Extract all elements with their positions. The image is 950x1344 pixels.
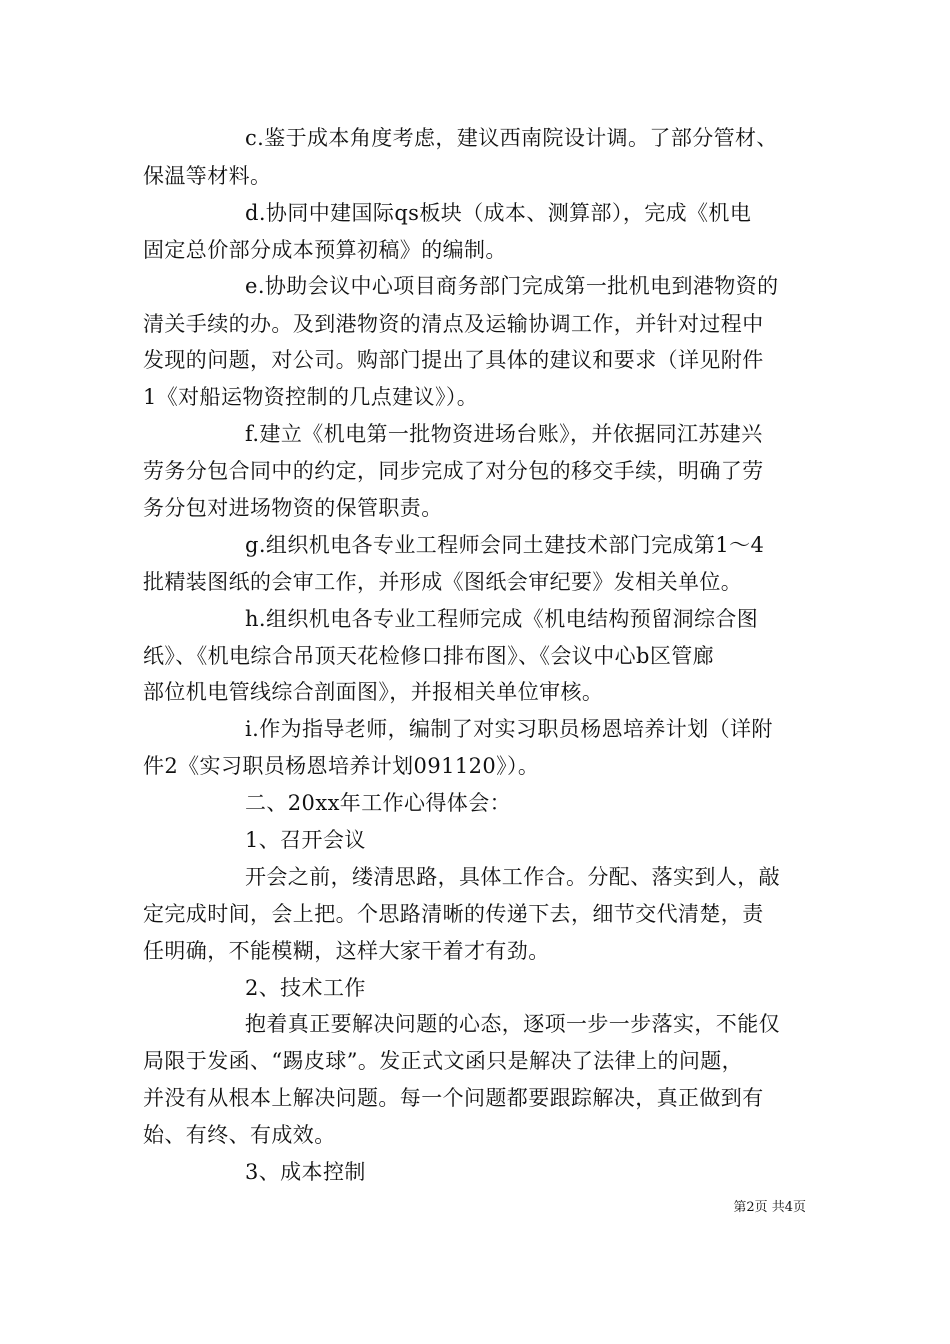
paragraph-c-line-1: c.鉴于成本角度考虑，建议西南院设计调。了部分管材、 xyxy=(245,126,778,150)
subheading-cost-control: 3、成本控制 xyxy=(245,1160,366,1184)
paragraph-e-line-2: 清关手续的办。及到港物资的清点及运输协调工作，并针对过程中 xyxy=(143,312,764,336)
paragraph-i-line-1: i.作为指导老师，编制了对实习职员杨恩培养计划（详附 xyxy=(245,717,773,741)
subheading-meeting: 1、召开会议 xyxy=(245,828,366,852)
paragraph-e-line-3: 发现的问题，对公司。购部门提出了具体的建议和要求（详见附件 xyxy=(143,348,764,372)
technical-line-1: 抱着真正要解决问题的心态，逐项一步一步落实，不能仅 xyxy=(245,1012,780,1036)
meeting-line-2: 定完成时间，会上把。个思路清晰的传递下去，细节交代清楚，责 xyxy=(143,902,764,926)
paragraph-g-line-2: 批精装图纸的会审工作，并形成《图纸会审纪要》发相关单位。 xyxy=(143,570,743,594)
paragraph-f-line-2: 劳务分包合同中的约定，同步完成了对分包的移交手续，明确了劳 xyxy=(143,459,764,483)
paragraph-d-line-1: d.协同中建国际qs板块（成本、测算部），完成《机电 xyxy=(245,201,752,225)
paragraph-c-line-2: 保温等材料。 xyxy=(143,164,272,188)
paragraph-d-line-2: 固定总价部分成本预算初稿》的编制。 xyxy=(143,238,507,262)
page-number-footer: 第2页 共4页 xyxy=(733,1200,806,1215)
subheading-technical: 2、技术工作 xyxy=(245,976,366,1000)
paragraph-e-line-1: e.协助会议中心项目商务部门完成第一批机电到港物资的 xyxy=(245,274,779,298)
paragraph-e-line-4: 1《对船运物资控制的几点建议》）。 xyxy=(143,385,479,409)
technical-line-2: 局限于发函、“踢皮球”。发正式文函只是解决了法律上的问题， xyxy=(143,1049,744,1073)
meeting-line-3: 任明确，不能模糊，这样大家干着才有劲。 xyxy=(143,939,550,963)
paragraph-f-line-3: 务分包对进场物资的保管职责。 xyxy=(143,496,443,520)
paragraph-g-line-1: g.组织机电各专业工程师会同土建技术部门完成第1～4 xyxy=(245,533,765,557)
paragraph-h-line-2: 纸》、《机电综合吊顶天花检修口排布图》、《会议中心b区管廊 xyxy=(143,644,715,668)
paragraph-i-line-2: 件2《实习职员杨恩培养计划091120》）。 xyxy=(143,754,540,778)
technical-line-3: 并没有从根本上解决问题。每一个问题都要跟踪解决，真正做到有 xyxy=(143,1086,764,1110)
paragraph-h-line-3: 部位机电管线综合剖面图》，并报相关单位审核。 xyxy=(143,680,604,704)
paragraph-h-line-1: h.组织机电各专业工程师完成《机电结构预留洞综合图 xyxy=(245,607,759,631)
paragraph-f-line-1: f.建立《机电第一批物资进场台账》，并依据同江苏建兴 xyxy=(245,422,763,446)
meeting-line-1: 开会之前，缕清思路，具体工作合。分配、落实到人，敲 xyxy=(245,865,780,889)
section-heading: 二、20xx年工作心得体会： xyxy=(245,791,512,815)
technical-line-4: 始、有终、有成效。 xyxy=(143,1123,336,1147)
